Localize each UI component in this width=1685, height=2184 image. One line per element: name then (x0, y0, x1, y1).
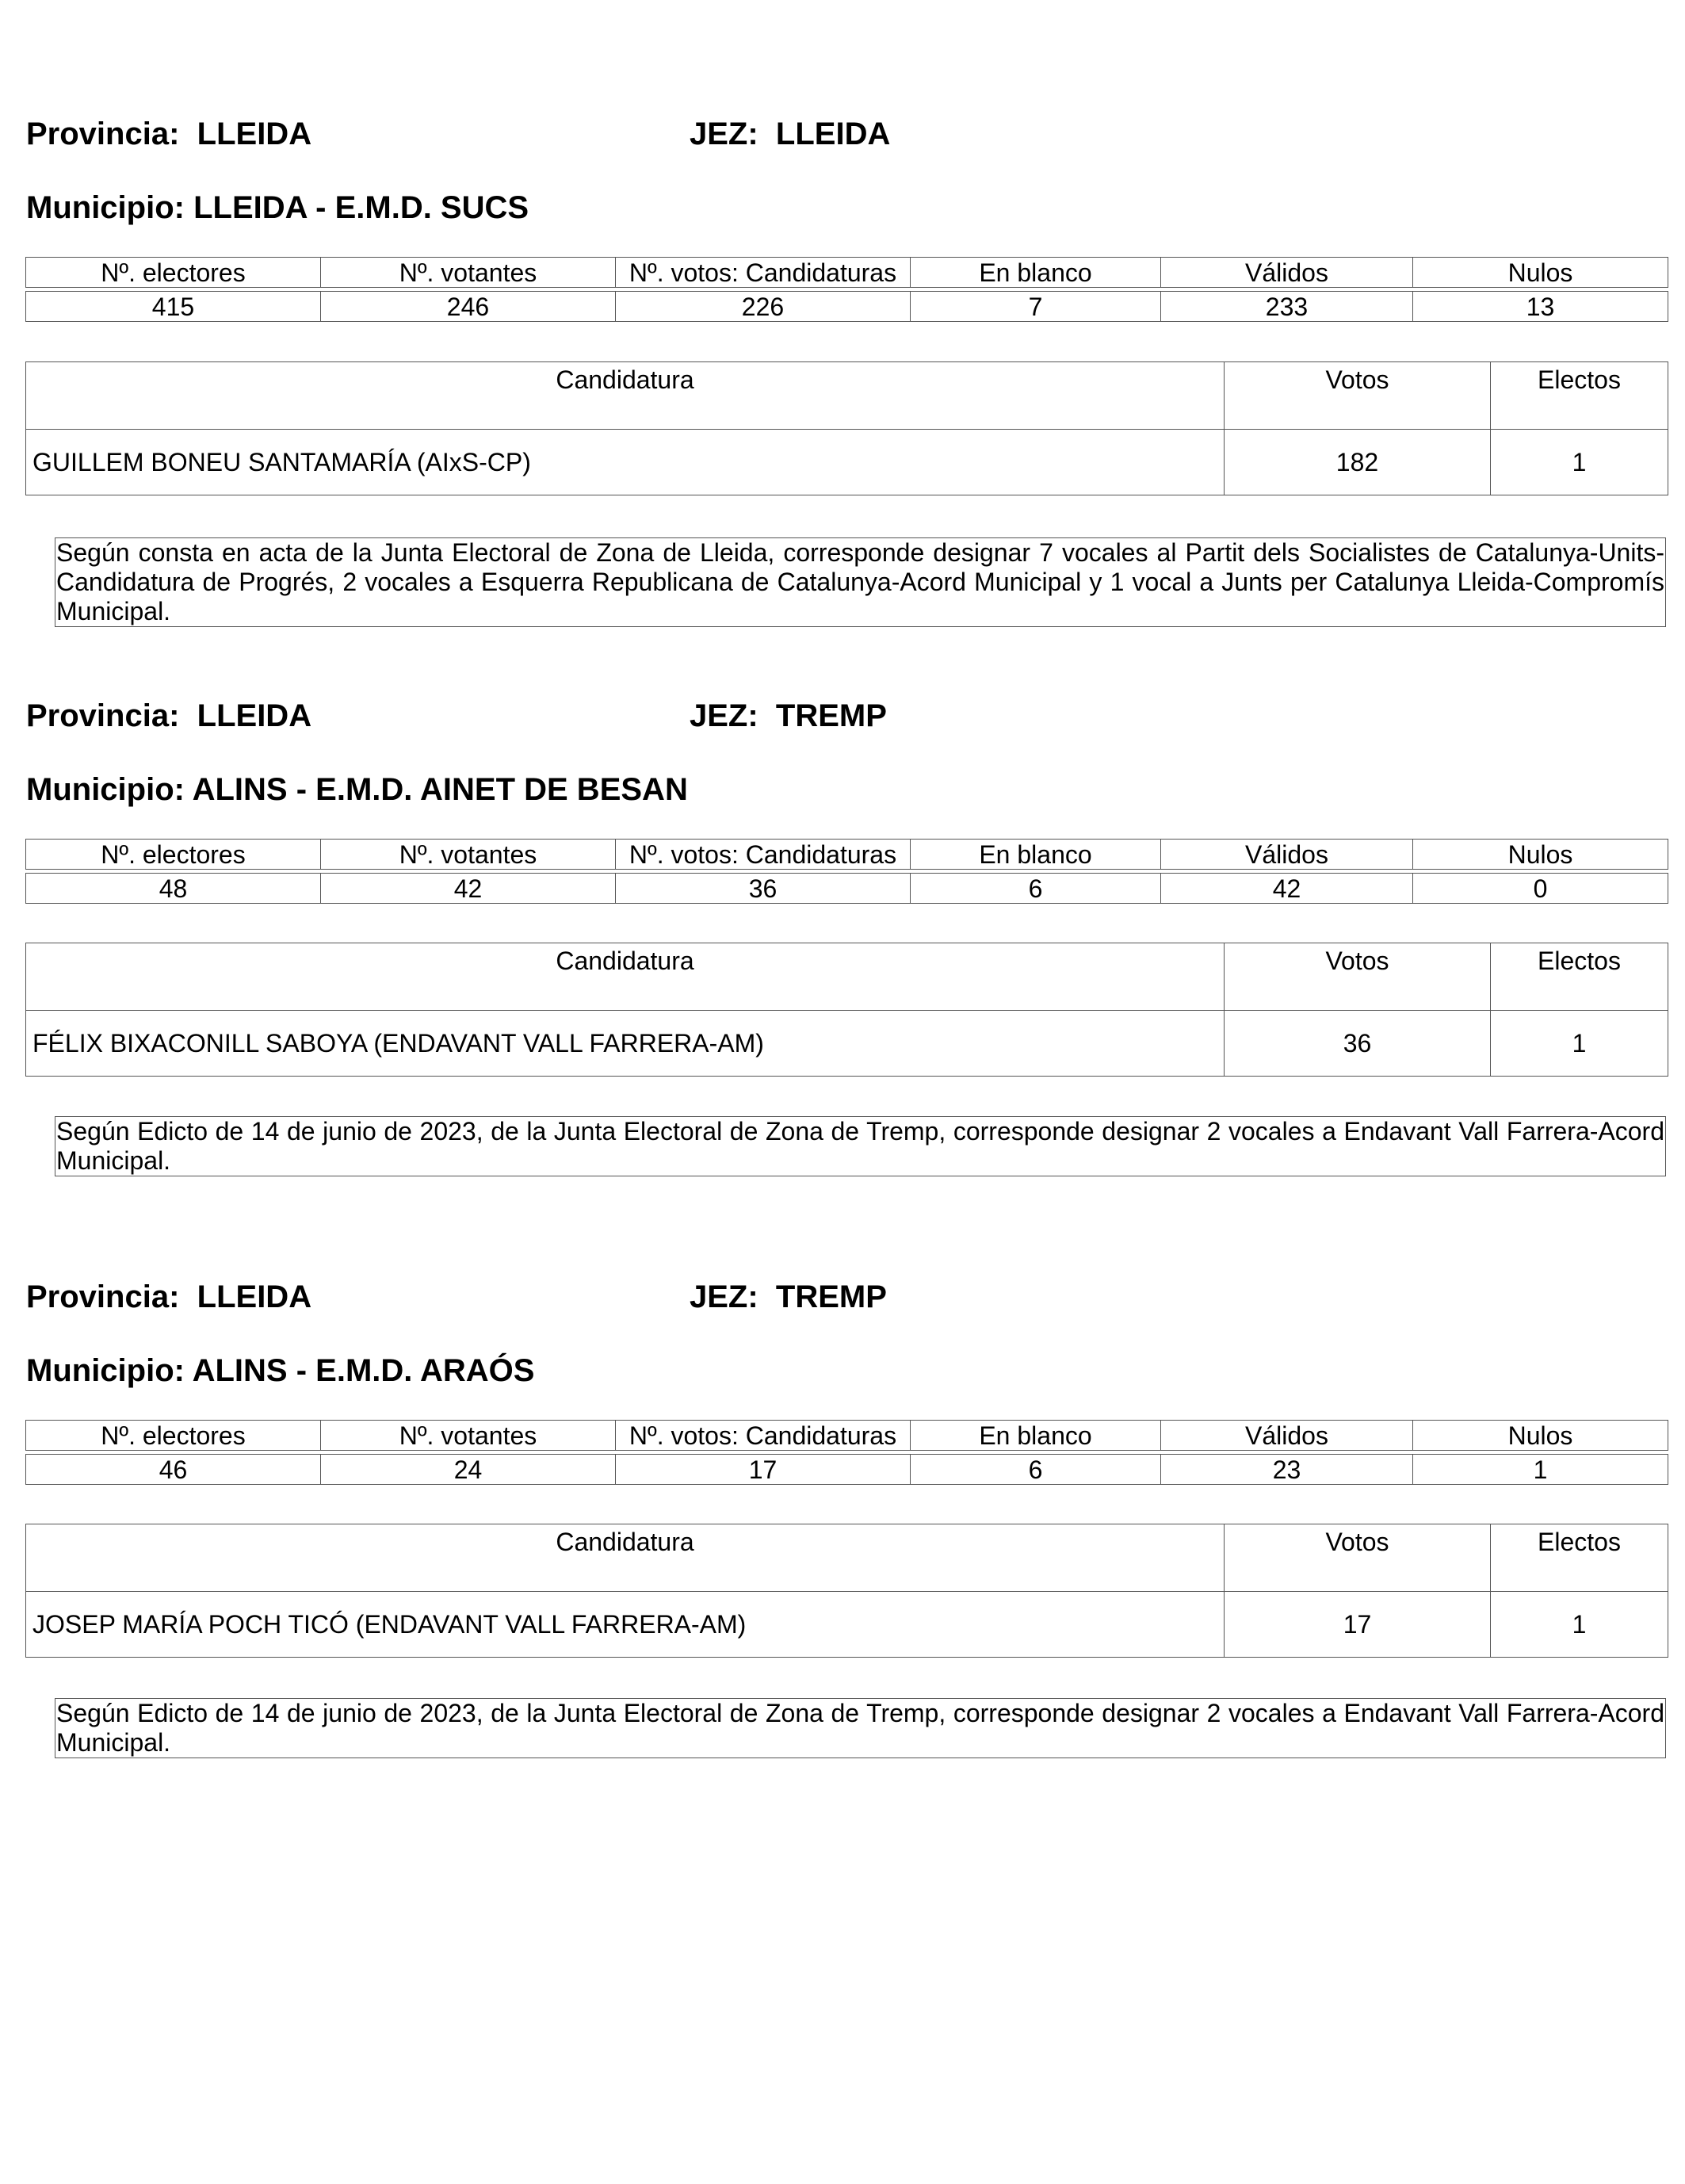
candidates-table (25, 943, 1668, 1077)
stat-validos: 42 (1161, 874, 1413, 904)
candidate-electos: 1 (1491, 430, 1668, 495)
municipio-heading (26, 1352, 534, 1389)
stat-votantes: 24 (321, 1455, 616, 1485)
candidate-electos: 1 (1491, 1592, 1668, 1658)
votos-header: Votos (1225, 1524, 1491, 1592)
jez-heading (690, 698, 887, 734)
electos-header: Electos (1491, 943, 1668, 1011)
electos-header: Electos (1491, 1524, 1668, 1592)
stat-header-votos-candidaturas: Nº. votos: Candidaturas (616, 840, 911, 870)
stats-value-row (26, 874, 1668, 904)
stat-header-votos-candidaturas: Nº. votos: Candidaturas (616, 1421, 911, 1451)
stats-header-row (26, 840, 1668, 870)
jez-label: JEZ: (690, 117, 758, 151)
provincia-value: LLEIDA (197, 117, 312, 151)
stat-header-en-blanco: En blanco (911, 840, 1161, 870)
provincia-heading (26, 1279, 311, 1315)
candidate-name: JOSEP MARÍA POCH TICÓ (ENDAVANT VALL FARRERA-AM) (26, 1592, 1225, 1658)
stats-table (25, 257, 1668, 322)
jez-label: JEZ: (690, 698, 758, 733)
stat-header-electores: Nº. electores (26, 1421, 321, 1451)
stat-votantes: 42 (321, 874, 616, 904)
stat-electores: 415 (26, 292, 321, 322)
stat-nulos: 0 (1413, 874, 1668, 904)
candidates-header-row (26, 943, 1668, 1011)
table-row (26, 1592, 1668, 1658)
stat-header-nulos: Nulos (1413, 1421, 1668, 1451)
candidate-electos: 1 (1491, 1011, 1668, 1077)
jez-value: TREMP (775, 698, 887, 733)
note-text: Según Edicto de 14 de junio de 2023, de la Junta Electoral de Zona de Tremp, corresponde designar 2 vocales a Endavant Vall Farrera-Acord Municipal. (56, 1117, 1664, 1175)
candidate-votos: 17 (1225, 1592, 1491, 1658)
stats-header-row (26, 1421, 1668, 1451)
provincia-value: LLEIDA (197, 698, 312, 733)
candidate-votos: 36 (1225, 1011, 1491, 1077)
jez-heading (690, 1279, 887, 1315)
candidate-name: GUILLEM BONEU SANTAMARÍA (AIxS-CP) (26, 430, 1225, 495)
stat-votantes: 246 (321, 292, 616, 322)
provincia-value: LLEIDA (197, 1279, 312, 1314)
stat-header-en-blanco: En blanco (911, 258, 1161, 288)
stats-value-row (26, 292, 1668, 322)
stat-header-validos: Válidos (1161, 840, 1413, 870)
jez-value: TREMP (775, 1279, 887, 1314)
stat-en-blanco: 7 (911, 292, 1161, 322)
stat-validos: 233 (1161, 292, 1413, 322)
stats-value-row (26, 1455, 1668, 1485)
stats-table (25, 1420, 1668, 1485)
stat-header-votantes: Nº. votantes (321, 258, 616, 288)
stat-validos: 23 (1161, 1455, 1413, 1485)
candidate-votos: 182 (1225, 430, 1491, 495)
municipio-value: LLEIDA - E.M.D. SUCS (193, 190, 529, 225)
candidate-name: FÉLIX BIXACONILL SABOYA (ENDAVANT VALL FARRERA-AM) (26, 1011, 1225, 1077)
electos-header: Electos (1491, 362, 1668, 430)
municipio-heading (26, 771, 688, 808)
candidatura-header: Candidatura (26, 943, 1225, 1011)
provincia-heading (26, 698, 311, 734)
stat-en-blanco: 6 (911, 1455, 1161, 1485)
candidates-header-row (26, 1524, 1668, 1592)
candidates-header-row (26, 362, 1668, 430)
note-text: Según Edicto de 14 de junio de 2023, de la Junta Electoral de Zona de Tremp, corresponde designar 2 vocales a Endavant Vall Farrera-Acord Municipal. (56, 1699, 1664, 1757)
stat-votos-candidaturas: 226 (616, 292, 911, 322)
stat-header-validos: Válidos (1161, 1421, 1413, 1451)
municipio-heading (26, 189, 529, 226)
stat-header-validos: Válidos (1161, 258, 1413, 288)
candidatura-header: Candidatura (26, 1524, 1225, 1592)
jez-heading (690, 116, 890, 152)
municipio-value: ALINS - E.M.D. ARAÓS (192, 1353, 535, 1388)
stat-en-blanco: 6 (911, 874, 1161, 904)
provincia-heading (26, 116, 311, 152)
stat-electores: 46 (26, 1455, 321, 1485)
jez-value: LLEIDA (775, 117, 891, 151)
candidatura-header: Candidatura (26, 362, 1225, 430)
note-text: Según consta en acta de la Junta Electoral de Zona de Lleida, corresponde designar 7 vocales al Partit dels Socialistes de Catalunya-Units-Candidatura de Progrés, 2 vocales a Esquerra Republicana de Catalunya-Acord Municipal y 1 vocal a Junts per Catalunya Lleida-Compromís Municipal. (56, 538, 1664, 625)
votos-header: Votos (1225, 943, 1491, 1011)
table-row (26, 430, 1668, 495)
stat-header-votos-candidaturas: Nº. votos: Candidaturas (616, 258, 911, 288)
stat-electores: 48 (26, 874, 321, 904)
jez-label: JEZ: (690, 1279, 758, 1314)
municipio-label: Municipio: (26, 772, 185, 807)
candidates-table (25, 361, 1668, 495)
candidates-table (25, 1524, 1668, 1658)
stat-header-electores: Nº. electores (26, 258, 321, 288)
provincia-label: Provincia: (26, 1279, 180, 1314)
stat-header-en-blanco: En blanco (911, 1421, 1161, 1451)
stat-nulos: 13 (1413, 292, 1668, 322)
stats-table (25, 839, 1668, 904)
stat-nulos: 1 (1413, 1455, 1668, 1485)
stat-votos-candidaturas: 36 (616, 874, 911, 904)
municipio-value: ALINS - E.M.D. AINET DE BESAN (192, 772, 688, 807)
stat-header-nulos: Nulos (1413, 258, 1668, 288)
stat-header-votantes: Nº. votantes (321, 840, 616, 870)
votos-header: Votos (1225, 362, 1491, 430)
provincia-label: Provincia: (26, 698, 180, 733)
stat-header-nulos: Nulos (1413, 840, 1668, 870)
stat-header-votantes: Nº. votantes (321, 1421, 616, 1451)
municipio-label: Municipio: (26, 190, 185, 225)
stat-votos-candidaturas: 17 (616, 1455, 911, 1485)
table-row (26, 1011, 1668, 1077)
municipio-label: Municipio: (26, 1353, 185, 1388)
provincia-label: Provincia: (26, 117, 180, 151)
stat-header-electores: Nº. electores (26, 840, 321, 870)
stats-header-row (26, 258, 1668, 288)
